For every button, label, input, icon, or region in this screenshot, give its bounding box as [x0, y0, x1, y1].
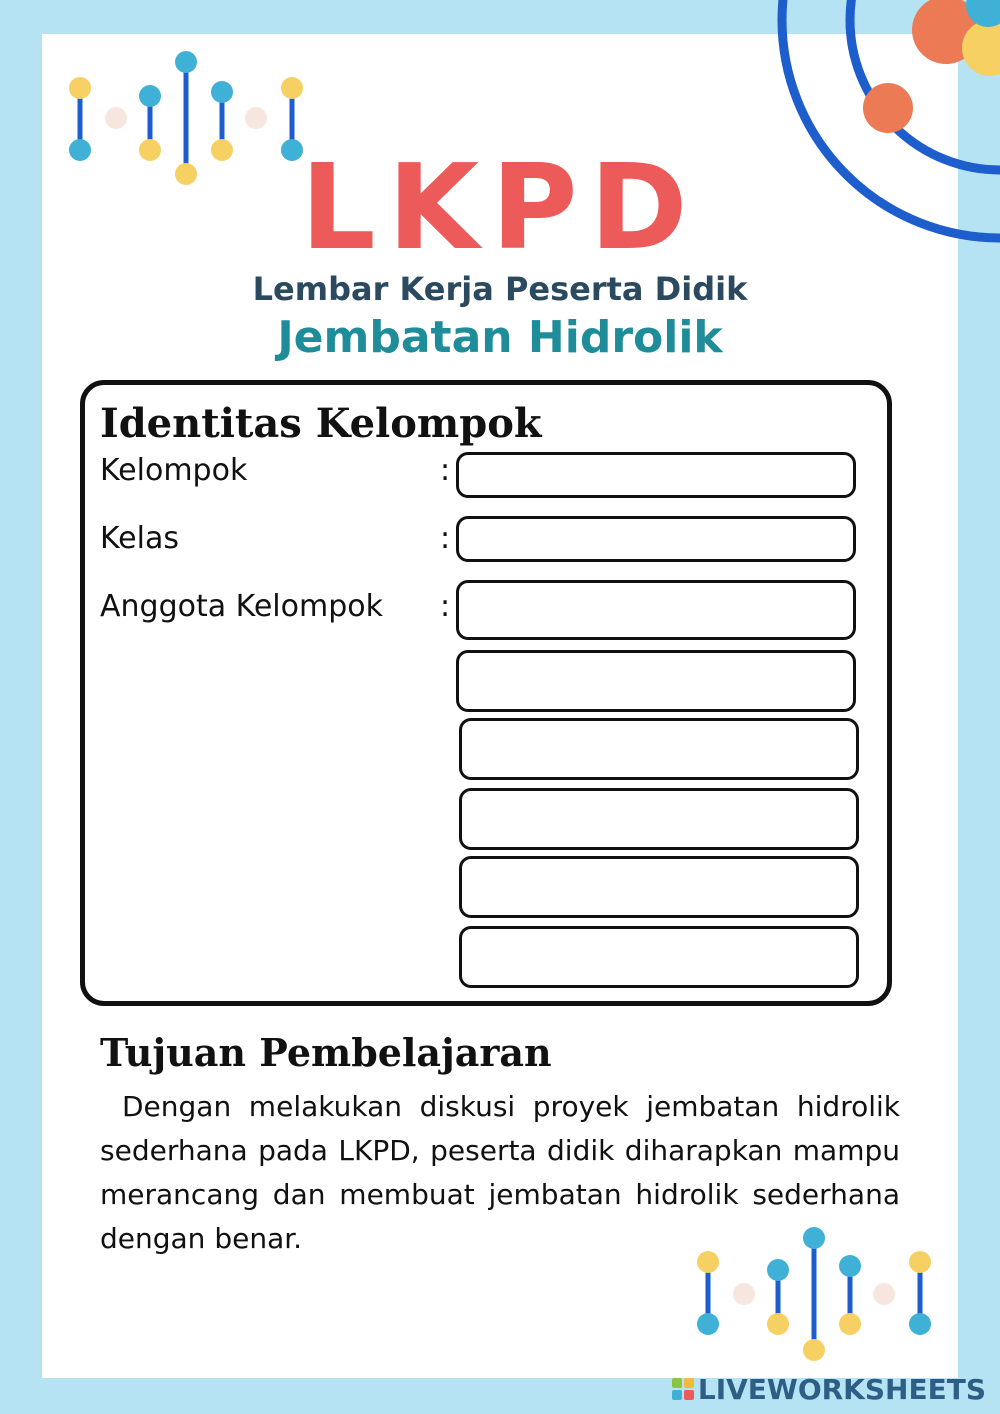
- kelas-input[interactable]: [456, 516, 856, 562]
- label-anggota-kelompok: Anggota Kelompok: [100, 589, 383, 624]
- anggota-input-2[interactable]: [456, 650, 856, 712]
- page-title: LKPD: [300, 138, 700, 276]
- topic-title: Jembatan Hidrolik: [277, 312, 723, 363]
- colon: :: [440, 521, 451, 556]
- colon: :: [440, 453, 451, 488]
- anggota-input-4[interactable]: [459, 788, 859, 850]
- objective-text: Dengan melakukan diskusi proyek jembatan hidrolik sederhana pada LKPD, peserta didik diharapkan mampu merancang dan membuat jembatan hidrolik sederhana dengan benar.: [100, 1090, 900, 1255]
- label-kelompok: Kelompok: [100, 453, 248, 488]
- anggota-input-1[interactable]: [456, 580, 856, 640]
- colon: :: [440, 589, 451, 624]
- identity-heading: Identitas Kelompok: [100, 400, 542, 447]
- anggota-input-5[interactable]: [459, 856, 859, 918]
- page-subtitle: Lembar Kerja Peserta Didik: [252, 270, 748, 308]
- kelompok-input[interactable]: [456, 452, 856, 498]
- label-kelas: Kelas: [100, 521, 179, 556]
- objective-heading: Tujuan Pembelajaran: [100, 1030, 552, 1075]
- anggota-input-3[interactable]: [459, 718, 859, 780]
- brand-text: LIVEWORKSHEETS: [697, 1372, 986, 1406]
- liveworksheets-brand: [672, 1372, 986, 1406]
- anggota-input-6[interactable]: [459, 926, 859, 988]
- liveworksheets-logo-icon: [672, 1378, 694, 1400]
